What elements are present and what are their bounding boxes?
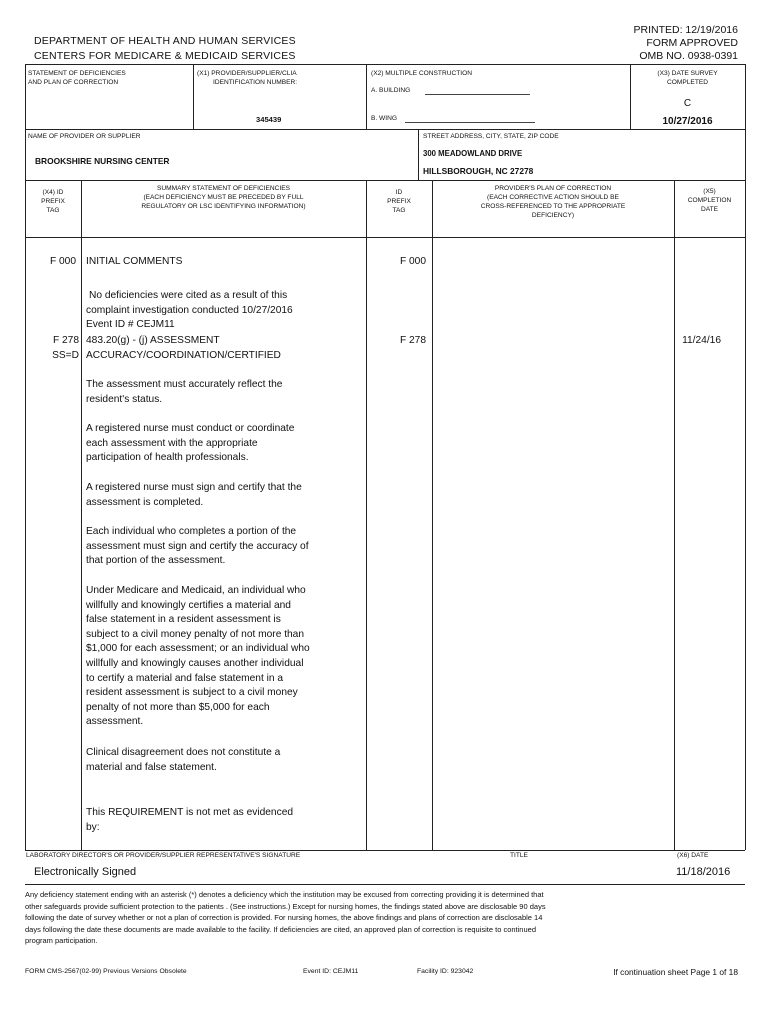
statement-label: STATEMENT OF DEFICIENCIES AND PLAN OF CORRECTION: [28, 70, 126, 86]
f278-completion-date: 11/24/16: [682, 335, 721, 346]
city-state-zip: HILLSBOROUGH, NC 27278: [423, 166, 534, 176]
signature-label: LABORATORY DIRECTOR'S OR PROVIDER/SUPPLIER REPRESENTATIVE'S SIGNATURE: [26, 852, 301, 859]
form-number: FORM CMS-2567(02-99) Previous Versions Obsolete: [25, 968, 187, 975]
signature-value: Electronically Signed: [34, 866, 137, 878]
facility-id: Facility ID: 923042: [417, 968, 474, 975]
department-name: DEPARTMENT OF HEALTH AND HUMAN SERVICES: [34, 35, 296, 47]
disclaimer: Any deficiency statement ending with an asterisk (*) denotes a deficiency which the institution may be excused from correcting providing it is determined that other safeguards provide sufficient protection to the patients . (See instructions.) Except for nursing homes, the findings stated above are disclosable 90 days following the date of survey whether or not a plan of correction is provided. For nursing homes, the above findings and plans of correction are disclosable 14 days following the date these documents are made available to the facility. If deficiencies are cited, an approved plan of correction is requisite to continued program participation.: [25, 890, 546, 945]
paragraph-requirement: This REQUIREMENT is not met as evidenced by:: [86, 807, 294, 833]
summary-column-header: SUMMARY STATEMENT OF DEFICIENCIES (EACH DEFICIENCY MUST BE PRECEDED BY FULL REGULATORY OR LSC IDENTIFYING INFORMATION): [141, 185, 306, 210]
f000-title: INITIAL COMMENTS: [86, 256, 183, 267]
printed-date: PRINTED: 12/19/2016: [633, 24, 738, 36]
omb-number: OMB NO. 0938-0391: [639, 50, 738, 62]
f000-text: No deficiencies were cited as a result of this complaint investigation conducted 10/27/2016 Event ID # CEJM11: [86, 290, 293, 331]
f000-tag: F 000: [49, 256, 76, 267]
address-label: STREET ADDRESS, CITY, STATE, ZIP CODE: [423, 133, 559, 140]
title-label: TITLE: [510, 852, 528, 859]
paragraph-certify: A registered nurse must sign and certify that the assessment is completed.: [86, 482, 302, 508]
paragraph-penalty: Under Medicare and Medicaid, an individual who willfully and knowingly certifies a material and false statement in a resident assessment is subject to a civil money penalty of not more than $1,000 for each assessment; or an individual who willfully and knowingly causes another individual to certify a material and false statement in a resident assessment is subject to a civil money penalty of not more than $5,000 for each assessment.: [86, 585, 310, 728]
continuation-page: If continuation sheet Page 1 of 18: [613, 967, 738, 977]
building-label: A. BUILDING: [371, 87, 411, 94]
paragraph-portion: Each individual who completes a portion of the assessment must sign and certify the accuracy of that portion of the assessment.: [86, 526, 309, 567]
id-column-header: ID PREFIX TAG: [387, 189, 411, 214]
x1-label: (X1) PROVIDER/SUPPLIER/CLIA IDENTIFICATION NUMBER:: [197, 70, 298, 86]
street-address: 300 MEADOWLAND DRIVE: [423, 149, 523, 158]
f278-scope-severity: SS=D: [52, 349, 79, 361]
x3-label: (X3) DATE SURVEY COMPLETED: [657, 70, 718, 86]
wing-label: B. WING: [371, 115, 398, 122]
plan-column-header: PROVIDER'S PLAN OF CORRECTION (EACH CORRECTIVE ACTION SHOULD BE CROSS-REFERENCED TO THE APPROPRIATE DEFICIENCY): [480, 185, 626, 219]
paragraph-clinical: Clinical disagreement does not constitute a material and false statement.: [86, 747, 281, 773]
provider-id: 345439: [256, 115, 282, 124]
event-id: Event ID: CEJM11: [303, 968, 359, 975]
signature-date: 11/18/2016: [676, 866, 731, 878]
x6-date-label: (X6) DATE: [677, 852, 709, 859]
provider-name-label: NAME OF PROVIDER OR SUPPLIER: [28, 133, 141, 140]
survey-date: 10/27/2016: [662, 116, 713, 127]
centers-name: CENTERS FOR MEDICARE & MEDICAID SERVICES: [34, 50, 296, 62]
f278-title: 483.20(g) - (j) ASSESSMENT ACCURACY/COORDINATION/CERTIFIED: [86, 335, 281, 361]
f000-right-tag: F 000: [399, 256, 426, 267]
x3-code: C: [683, 98, 692, 109]
f278-tag: F 278 SS=D: [25, 334, 79, 363]
x4-column-header: (X4) ID PREFIX TAG: [41, 189, 65, 214]
f278-right-tag: F 278: [399, 335, 426, 346]
paragraph-accuracy: The assessment must accurately reflect the resident's status.: [86, 379, 283, 405]
x5-column-header: (X5) COMPLETION DATE: [687, 188, 732, 213]
provider-name: BROOKSHIRE NURSING CENTER: [35, 156, 170, 166]
x2-label: (X2) MULTIPLE CONSTRUCTION: [371, 70, 472, 77]
form-approved: FORM APPROVED: [646, 37, 738, 49]
paragraph-coordination: A registered nurse must conduct or coordinate each assessment with the appropriate participation of health professionals.: [86, 423, 295, 464]
